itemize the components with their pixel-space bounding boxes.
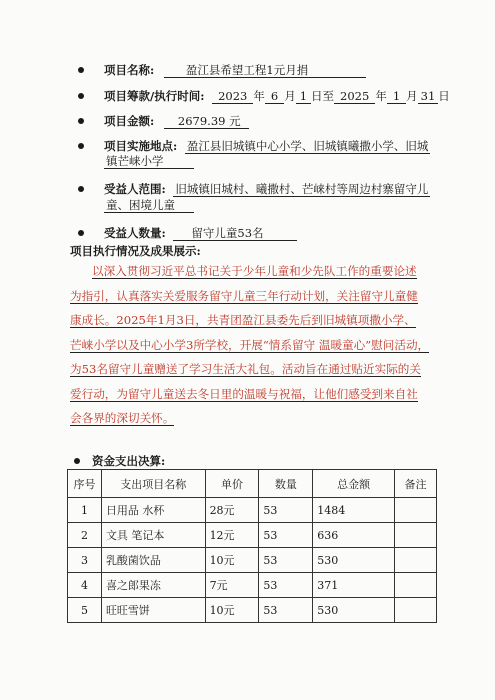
start-year: 2023 <box>212 90 253 104</box>
cell-total: 530 <box>313 598 395 623</box>
cell-unit-price: 10元 <box>205 548 259 573</box>
cell-total: 1484 <box>313 498 395 523</box>
cell-index: 1 <box>68 498 102 523</box>
section-title: 项目执行情况及成果展示: <box>70 244 201 258</box>
cell-unit-price: 28元 <box>205 498 259 523</box>
end-year: 2025 <box>334 90 375 104</box>
project-amount-row <box>104 114 249 129</box>
cell-remarks <box>395 598 437 623</box>
col-header-total: 总金额 <box>313 470 395 498</box>
project-location-value-2: 镇芒崃小学 <box>104 155 194 169</box>
project-time-label: 项目筹款/执行时间: <box>104 89 205 103</box>
cell-quantity: 53 <box>259 573 313 598</box>
project-location-row <box>104 139 430 154</box>
paragraph-line: 为53名留守儿童赠送了学习生活大礼包。活动旨在通过贴近实际的关 <box>70 362 421 376</box>
beneficiary-count-row <box>104 226 297 241</box>
col-header-remarks: 备注 <box>395 470 437 498</box>
cell-total: 530 <box>313 548 395 573</box>
paragraph-line: 芒崃小学以及中心小学3所学校，开展“情系留守 温暖童心”慰问活动， <box>70 337 430 352</box>
cell-item: 日用品 水杯 <box>101 498 205 523</box>
col-header-quantity: 数量 <box>259 470 313 498</box>
cell-index: 2 <box>68 523 102 548</box>
project-amount-label: 项目金额: <box>104 114 155 128</box>
year-char: 年 <box>375 89 387 103</box>
project-amount-value: 2679.39 元 <box>164 115 249 129</box>
project-name-row <box>104 63 366 78</box>
end-day: 31 <box>418 90 439 104</box>
cell-quantity: 53 <box>259 548 313 573</box>
cell-remarks <box>395 548 437 573</box>
cell-quantity: 53 <box>259 598 313 623</box>
beneficiary-scope-row <box>104 182 430 197</box>
beneficiary-scope-label: 受益人范围: <box>104 182 166 196</box>
col-header-unit-price: 单价 <box>205 470 259 498</box>
cell-quantity: 53 <box>259 523 313 548</box>
expense-table <box>67 469 437 623</box>
cell-index: 4 <box>68 573 102 598</box>
beneficiary-scope-value-1: 旧城镇旧城村、曦撒村、芒崃村等周边村寨留守儿 <box>175 182 429 196</box>
cell-item: 旺旺雪饼 <box>101 598 205 623</box>
paragraph-line: 爱行动，为留守儿童送去冬日里的温暖与祝福，让他们感受到来自社 <box>70 386 418 401</box>
project-time-row <box>104 89 450 104</box>
table-row <box>68 523 437 548</box>
paragraph-line: 以深入贯彻习近平总书记关于少年儿童和少先队工作的重要论述 <box>92 264 417 278</box>
start-month: 6 <box>265 90 284 104</box>
cell-total: 371 <box>313 573 395 598</box>
beneficiary-count-value: 留守儿童53名 <box>173 227 297 241</box>
cell-total: 636 <box>313 523 395 548</box>
project-location-value-1: 盈江县旧城镇中心小学、旧城镇曦撒小学、旧城 <box>186 139 429 153</box>
cell-quantity: 53 <box>259 498 313 523</box>
end-month: 1 <box>387 90 406 104</box>
month-char: 月 <box>284 89 296 103</box>
bullet-icon <box>78 118 84 124</box>
beneficiary-scope-value-2: 童、困境儿童 <box>104 199 194 213</box>
start-day: 1 <box>296 90 311 104</box>
cell-unit-price: 12元 <box>205 523 259 548</box>
expense-title: 资金支出决算: <box>92 454 166 468</box>
table-row <box>68 498 437 523</box>
day-char: 日 <box>438 89 450 103</box>
cell-remarks <box>395 573 437 598</box>
paragraph-line: 康成长。2025年1月3日，共青团盈江县委先后到旧城镇项撒小学、 <box>70 313 416 327</box>
cell-remarks <box>395 498 437 523</box>
project-name-label: 项目名称: <box>104 63 155 77</box>
cell-item: 乳酸菌饮品 <box>101 548 205 573</box>
project-location-label: 项目实施地点: <box>104 139 178 153</box>
year-char: 年 <box>253 89 265 103</box>
table-row <box>68 573 437 598</box>
paragraph-line: 会各界的深切关怀。 <box>70 411 175 425</box>
cell-index: 3 <box>68 548 102 573</box>
bullet-icon <box>74 458 80 464</box>
beneficiary-count-label: 受益人数量: <box>104 226 166 240</box>
table-header-row <box>68 470 437 498</box>
table-row <box>68 548 437 573</box>
project-location-row-2 <box>104 154 194 169</box>
bullet-icon <box>78 143 84 149</box>
beneficiary-scope-row-2 <box>104 198 194 213</box>
cell-unit-price: 10元 <box>205 598 259 623</box>
cell-remarks <box>395 523 437 548</box>
to-text: 日至 <box>311 89 335 103</box>
month-char: 月 <box>406 89 418 103</box>
col-header-item: 支出项目名称 <box>101 470 205 498</box>
bullet-icon <box>78 230 84 236</box>
cell-unit-price: 7元 <box>205 573 259 598</box>
cell-index: 5 <box>68 598 102 623</box>
bullet-icon <box>78 67 84 73</box>
project-name-value: 盈江县希望工程1元月捐 <box>164 64 366 78</box>
table-row <box>68 598 437 623</box>
cell-item: 喜之郎果冻 <box>101 573 205 598</box>
cell-item: 文具 笔记本 <box>101 523 205 548</box>
paragraph-line: 为指引，认真落实关爱服务留守儿童三年行动计划，关注留守儿童健 <box>70 288 418 303</box>
col-header-index: 序号 <box>68 470 102 498</box>
bullet-icon <box>78 186 84 192</box>
bullet-icon <box>78 93 84 99</box>
activity-paragraph <box>70 259 435 431</box>
